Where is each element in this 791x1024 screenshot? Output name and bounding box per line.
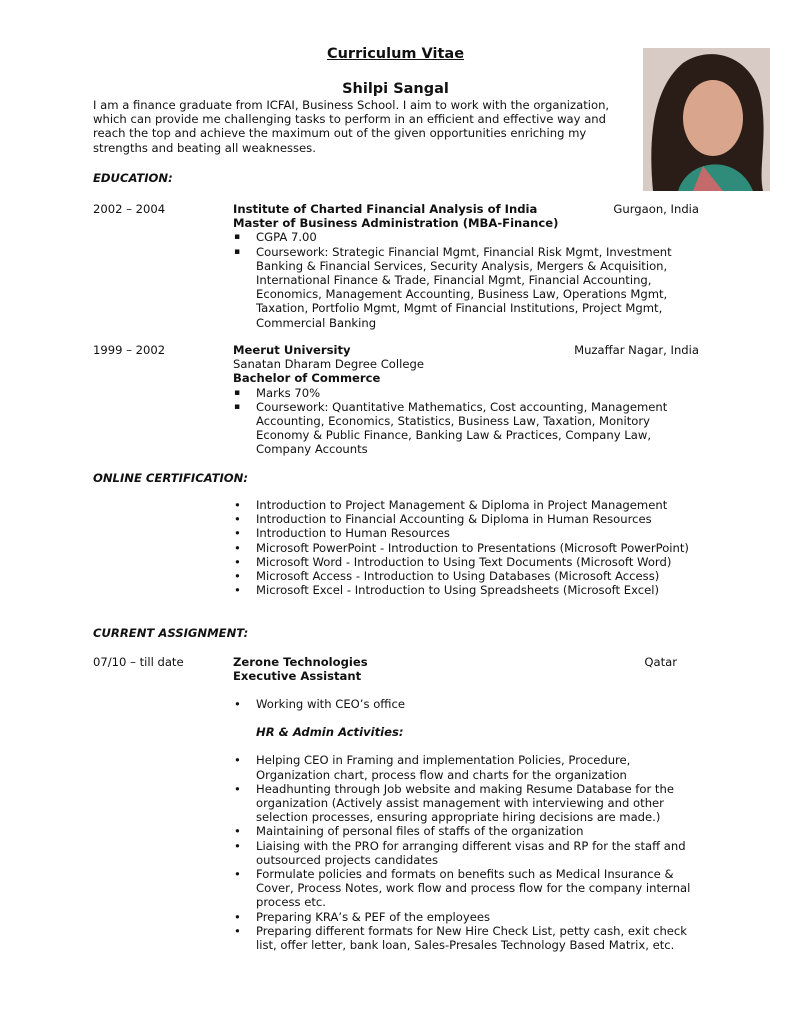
list-item: • Working with CEO’s office — [233, 697, 703, 711]
company: Zerone Technologies — [233, 655, 368, 669]
list-item: • Preparing KRA’s & PEF of the employees — [233, 910, 703, 924]
summary-paragraph: I am a finance graduate from ICFAI, Business School. I aim to work with the organization, which can provide me challenging tasks to perform in an efficient and effective way and reach the top and achieve the maximum out of the given opportunities enriching my strengths and beating all weaknesses. — [93, 98, 610, 155]
list-item: • Microsoft PowerPoint - Introduction to Presentations (Microsoft PowerPoint) — [233, 541, 703, 555]
list-item: ▪ Coursework: Strategic Financial Mgmt, Financial Risk Mgmt, Investment Banking & Financial Services, Security Analysis, Mergers & Acquisition, International Finance & Trade, Financial Mgmt, Financial Accounting, Economics, Management Accounting, Business Law, Operations Mgmt, Taxation, Portfolio Mgmt, Mgmt of Financial Institutions, Project Mgmt, Commercial Banking — [233, 245, 683, 330]
certification-list — [233, 498, 703, 597]
degree: Bachelor of Commerce — [233, 371, 381, 386]
list-item: • Preparing different formats for New Hire Check List, petty cash, exit check list, offer letter, bank loan, Sales-Presales Technology Based Matrix, etc. — [233, 924, 703, 952]
list-item: ▪ Marks 70% — [233, 386, 683, 400]
list-item: • Microsoft Word - Introduction to Using Text Documents (Microsoft Word) — [233, 555, 703, 569]
certification-heading: ONLINE CERTIFICATION: — [93, 471, 248, 485]
education-entry — [93, 343, 699, 457]
institution: Institute of Charted Financial Analysis of India — [233, 202, 538, 216]
list-item: • Helping CEO in Framing and implementation Policies, Procedure, Organization chart, process flow and charts for the organization — [233, 753, 703, 781]
list-item: • Maintaining of personal files of staffs of the organization — [233, 824, 703, 838]
profile-photo — [643, 48, 770, 191]
assignment-dates: 07/10 – till date — [93, 655, 184, 669]
assignment-heading: CURRENT ASSIGNMENT: — [93, 626, 249, 640]
education-dates: 2002 – 2004 — [93, 202, 166, 216]
education-entry — [93, 202, 699, 330]
role: Executive Assistant — [233, 669, 362, 684]
assignment-details — [233, 697, 703, 952]
degree: Master of Business Administration (MBA-Finance) — [233, 216, 559, 231]
institution: Meerut University — [233, 343, 351, 357]
education-heading: EDUCATION: — [93, 171, 173, 185]
list-item: • Introduction to Financial Accounting & Diploma in Human Resources — [233, 512, 703, 526]
list-item: • Microsoft Access - Introduction to Using Databases (Microsoft Access) — [233, 569, 703, 583]
education-location: Muzaffar Nagar, India — [574, 343, 699, 357]
education-location: Gurgaon, India — [613, 202, 699, 216]
hr-admin-subheading: HR & Admin Activities: — [256, 725, 404, 740]
list-item: • Microsoft Excel - Introduction to Using Spreadsheets (Microsoft Excel) — [233, 583, 703, 597]
assignment-location: Qatar — [644, 655, 677, 669]
education-dates: 1999 – 2002 — [93, 343, 166, 357]
candidate-name: Shilpi Sangal — [342, 81, 449, 97]
assignment-entry — [93, 655, 677, 683]
list-item: • Introduction to Human Resources — [233, 526, 703, 540]
college: Sanatan Dharam Degree College — [233, 357, 424, 372]
document-title: Curriculum Vitae — [326, 46, 465, 62]
list-item: ▪ Coursework: Quantitative Mathematics, Cost accounting, Management Accounting, Economics, Statistics, Business Law, Taxation, Monitory Economy & Public Finance, Banking Law & Practices, Company Law, Company Accounts — [233, 400, 683, 457]
list-item: • Introduction to Project Management & Diploma in Project Management — [233, 498, 703, 512]
list-item: • Formulate policies and formats on benefits such as Medical Insurance & Cover, Process Notes, work flow and process flow for the company internal process etc. — [233, 867, 703, 910]
list-item: • Liaising with the PRO for arranging different visas and RP for the staff and outsourced projects candidates — [233, 839, 703, 867]
list-item: • Headhunting through Job website and making Resume Database for the organization (Actively assist management with interviewing and other selection processes, ensuring appropriate hiring decisions are made.) — [233, 782, 703, 825]
list-item: ▪ CGPA 7.00 — [233, 230, 683, 244]
